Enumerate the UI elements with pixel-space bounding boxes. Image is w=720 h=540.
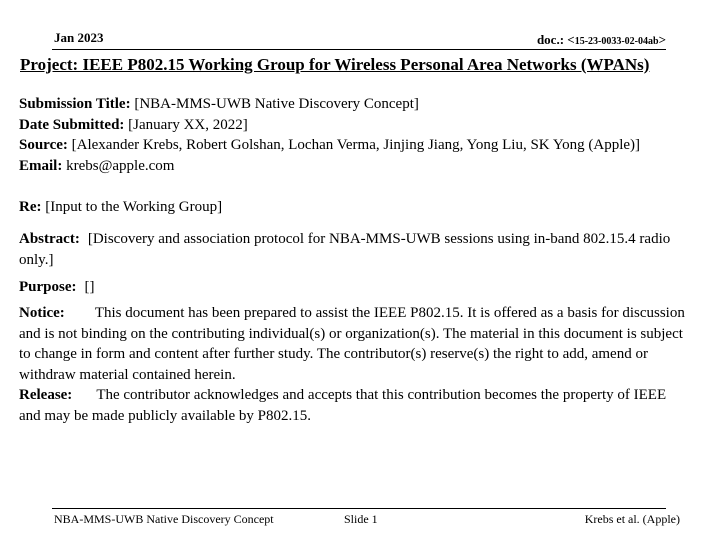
re-value: [Input to the Working Group]	[45, 199, 223, 215]
notice-section	[19, 303, 691, 426]
email-value: krebs@apple.com	[66, 157, 175, 174]
footer-slide-number: Slide 1	[344, 512, 378, 526]
purpose-section	[19, 277, 691, 298]
release-paragraph	[19, 385, 691, 426]
project-title: Project: IEEE P802.15 Working Group for Wireless Personal Area Networks (WPANs)	[20, 55, 650, 74]
email-label: Email:	[19, 157, 63, 174]
abstract-value: [Discovery and association protocol for NBA-MMS-UWB sessions using in-band 802.15.4 radio only.]	[19, 231, 671, 268]
doc-suffix: >	[658, 32, 666, 47]
purpose-value: []	[84, 279, 95, 295]
submission-info	[19, 94, 691, 176]
notice-value: This document has been prepared to assist the IEEE P802.15. It is offered as a basis for discussion and is not binding on the contributing individual(s) or organization(s). The material in this document is subject to change in form and content after further study. The contributor(s) reserve(s) the right to add, amend or withdraw material contained herein.	[19, 305, 685, 383]
purpose-label: Purpose:	[19, 279, 77, 295]
source-label: Source:	[19, 137, 68, 153]
submission-title-line	[19, 94, 691, 115]
header-doc-id	[537, 32, 666, 48]
date-submitted-value: [January XX, 2022]	[128, 116, 248, 133]
re-line	[19, 197, 691, 218]
footer-right: Krebs et al. (Apple)	[584, 512, 680, 526]
submission-title-label: Submission Title:	[19, 96, 131, 112]
header-divider	[52, 49, 666, 50]
email-line	[19, 156, 691, 177]
re-label: Re:	[19, 199, 42, 215]
footer-divider	[52, 508, 666, 509]
source-line	[19, 135, 691, 156]
header-date: Jan 2023	[54, 30, 104, 45]
footer-left: NBA-MMS-UWB Native Discovery Concept	[54, 512, 274, 526]
source-value: [Alexander Krebs, Robert Golshan, Lochan Verma, Jinjing Jiang, Yong Liu, SK Yong (Apple)]	[71, 137, 641, 153]
doc-number: 15-23-0033-02-04ab	[574, 36, 659, 47]
release-value: The contributor acknowledges and accepts that this contribution becomes the property of IEEE and may be made publicly available by P802.15.	[19, 387, 667, 424]
date-submitted-label: Date Submitted:	[19, 116, 125, 133]
notice-paragraph	[19, 303, 691, 385]
doc-prefix: doc.: <	[536, 32, 575, 47]
abstract-section	[19, 229, 691, 270]
date-submitted-line	[19, 115, 691, 136]
notice-label: Notice:	[19, 305, 65, 321]
abstract-label: Abstract:	[19, 231, 80, 247]
release-label: Release:	[19, 387, 73, 403]
submission-title-value: [NBA-MMS-UWB Native Discovery Concept]	[134, 96, 419, 112]
